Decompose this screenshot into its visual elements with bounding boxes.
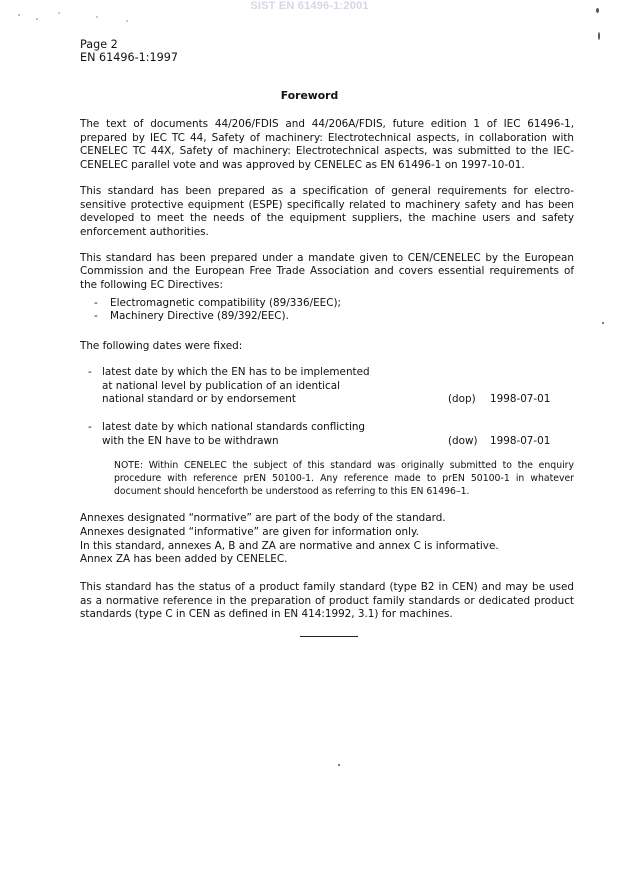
date-description-line: at national level by publication of an identical xyxy=(102,379,341,392)
scan-speck xyxy=(36,18,38,20)
scan-speck xyxy=(598,32,600,40)
directive-list xyxy=(94,297,574,324)
list-item: - Machinery Directive (89/392/EEC). xyxy=(94,310,574,324)
annex-line: In this standard, annexes A, B and ZA are normative and annex C is informative. xyxy=(80,539,499,552)
list-dash: - xyxy=(88,365,92,378)
paragraph: This standard has been prepared under a mandate given to CEN/CENELEC by the European Commission and the European Free Trade Association and covers essential requirements of the following EC Directives: xyxy=(80,251,574,292)
paragraph: This standard has the status of a product family standard (type B2 in CEN) and may be used as a normative reference in the preparation of product family standards or dedicated product standards (type C in CEN as defined in EN 414:1992, 3.1) for machines. xyxy=(80,580,574,621)
date-entry xyxy=(88,421,574,448)
paragraph: The following dates were fixed: xyxy=(80,340,243,353)
list-dash: - xyxy=(88,420,92,433)
date-value: 1998-07-01 xyxy=(490,393,551,406)
date-value: 1998-07-01 xyxy=(490,434,551,447)
scan-speck xyxy=(18,14,20,16)
annex-notes xyxy=(80,512,574,567)
list-item: - Electromagnetic compatibility (89/336/EEC); xyxy=(94,297,574,311)
paragraph: The text of documents 44/206/FDIS and 44/206A/FDIS, future edition 1 of IEC 61496-1, prepared by IEC TC 44, Safety of machinery: Electrotechnical aspects, in collaboration with CENELEC TC 44X, Safety of machinery: Electrotechnical aspects, was submitted to the IEC-CENELEC parallel vote and was approved by CENELEC as EN 61496-1 on 1997-10-01. xyxy=(80,118,574,172)
date-description-line: national standard or by endorsement xyxy=(102,393,296,406)
annex-line: Annexes designated “normative” are part of the body of the standard. xyxy=(80,512,446,525)
annex-line: Annexes designated “informative” are given for information only. xyxy=(80,525,419,538)
page-number: Page 2 xyxy=(80,38,118,51)
date-code: (dop) xyxy=(448,393,476,406)
section-title: Foreword xyxy=(280,89,339,102)
date-description-line: latest date by which the EN has to be implemented xyxy=(102,365,370,378)
scan-speck xyxy=(58,12,60,14)
scan-speck xyxy=(126,20,128,22)
date-description-line: with the EN have to be withdrawn xyxy=(102,434,279,447)
paragraph: This standard has been prepared as a specification of general requirements for electro-sensitive protective equipment (ESPE) specifically related to machinery safety and has been developed to meet the needs of the equipment suppliers, the machine users and safety enforcement authorities. xyxy=(80,184,574,238)
date-code: (dow) xyxy=(448,434,478,447)
end-rule xyxy=(300,636,358,637)
document-id: EN 61496-1:1997 xyxy=(80,51,178,64)
note: NOTE: Within CENELEC the subject of this standard was originally submitted to the enquiry procedure with reference prEN 50100-1. Any reference made to prEN 50100-1 in whatever document should henceforth be understood as referring to this EN 61496–1. xyxy=(114,460,574,497)
scan-speck xyxy=(338,764,340,766)
date-entry xyxy=(88,366,574,407)
scan-speck xyxy=(96,16,98,18)
scan-speck xyxy=(602,322,604,324)
watermark: SIST EN 61496-1:2001 xyxy=(250,0,369,12)
page-header xyxy=(80,38,178,64)
scan-speck xyxy=(596,8,599,13)
document-body xyxy=(80,118,574,634)
annex-line: Annex ZA has been added by CENELEC. xyxy=(80,553,288,566)
date-description-line: latest date by which national standards conflicting xyxy=(102,420,366,433)
